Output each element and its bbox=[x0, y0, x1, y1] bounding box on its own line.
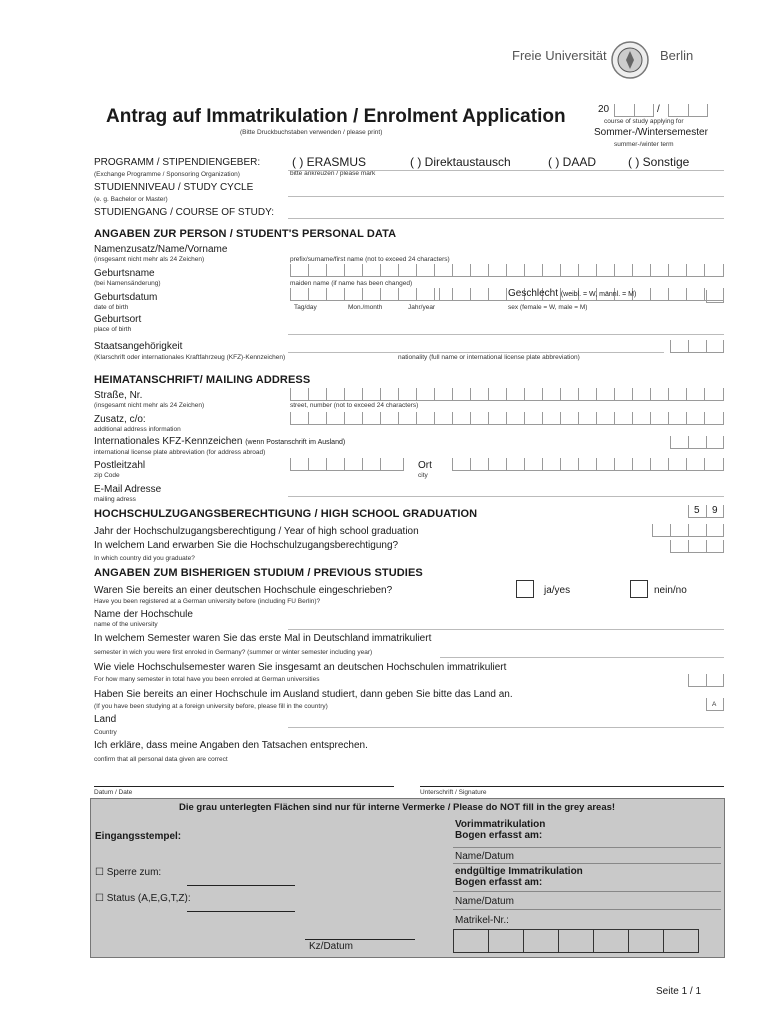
nat-code-input[interactable] bbox=[670, 340, 724, 353]
email-sub: mailing adress bbox=[94, 496, 136, 503]
uni-field[interactable] bbox=[288, 629, 724, 630]
q3-label: Wie viele Hochschulsemester waren Sie insgesamt an deutschen Hochschulen immatrikuliert bbox=[94, 662, 507, 673]
extra-sub: additional address information bbox=[94, 426, 181, 433]
option-erasmus[interactable]: ( ) ERASMUS bbox=[292, 155, 367, 169]
q2-label: In welchem Semester waren Sie das erste Mal in Deutschland immatrikuliert bbox=[94, 633, 432, 644]
sex-label bbox=[508, 288, 636, 301]
option-sonstige[interactable]: ( ) Sonstige bbox=[628, 155, 690, 169]
fu-logo bbox=[512, 40, 712, 80]
internal-area bbox=[90, 798, 725, 958]
graduation-heading: HOCHSCHULZUGANGSBERECHTIGUNG / HIGH SCHOOL GRADUATION bbox=[94, 508, 478, 520]
year-prefix: 20 bbox=[598, 104, 610, 115]
block-label: ☐ Sperre zum: bbox=[95, 867, 162, 878]
dob-month: Mon./month bbox=[348, 304, 383, 311]
stamp-label: Eingangsstempel: bbox=[95, 831, 182, 842]
nat-field[interactable] bbox=[288, 352, 664, 353]
zip-input[interactable] bbox=[290, 458, 404, 471]
grad-year-label: Jahr der Hochschulzugangsberechtigung / Year of high school graduation bbox=[94, 526, 419, 537]
dob-input[interactable] bbox=[290, 288, 440, 301]
course-note: course of study applying for bbox=[604, 118, 684, 125]
date-line[interactable] bbox=[94, 786, 394, 787]
land-label: Land bbox=[94, 714, 117, 725]
dob-label: Geburtsdatum bbox=[94, 292, 158, 303]
land-sub: Country bbox=[94, 729, 117, 736]
name-label: Namenzusatz/Name/Vorname bbox=[94, 244, 228, 255]
address-heading: HEIMATANSCHRIFT/ MAILING ADDRESS bbox=[94, 374, 311, 386]
pre-label-1: Vorimmatrikulation bbox=[455, 819, 546, 830]
extra-input[interactable] bbox=[290, 412, 724, 425]
plate-sub: international license plate abbreviation (for address abroad) bbox=[94, 449, 266, 456]
uni-sub: name of the university bbox=[94, 621, 158, 628]
matr-cell-1[interactable] bbox=[453, 929, 489, 953]
internal-banner: Die grau unterlegten Flächen sind nur für interne Vermerke / Please do NOT fill in the grey areas! bbox=[179, 802, 616, 813]
grad-country-label: In welchem Land erwarben Sie die Hochschulzugangsberechtigung? bbox=[94, 540, 399, 551]
q3-input[interactable] bbox=[688, 674, 724, 687]
q1-sub: Have you been registered at a German university before (including FU Berlin)? bbox=[94, 598, 321, 605]
option-direktaustausch[interactable]: ( ) Direktaustausch bbox=[410, 155, 511, 169]
plate-input[interactable] bbox=[670, 436, 724, 449]
matr-cell-4[interactable] bbox=[558, 929, 594, 953]
name-date-1: Name/Datum bbox=[455, 851, 514, 862]
level-sub: (e. g. Bachelor or Master) bbox=[94, 196, 168, 203]
semester-label: Sommer-/Wintersemester bbox=[594, 127, 708, 138]
name-sub: (insgesamt nicht mehr als 24 Zeichen) bbox=[94, 256, 205, 263]
uni-label: Name der Hochschule bbox=[94, 609, 193, 620]
matr-cell-7[interactable] bbox=[663, 929, 699, 953]
q4-code bbox=[706, 698, 724, 711]
level-field[interactable] bbox=[288, 196, 724, 197]
matr-cell-2[interactable] bbox=[488, 929, 524, 953]
dob-year: Jahr/year bbox=[408, 304, 436, 311]
declaration-sub: confirm that all personal data given are correct bbox=[94, 756, 228, 763]
level-label: STUDIENNIVEAU / STUDY CYCLE bbox=[94, 182, 254, 193]
birthname-hint: maiden name (if name has been changed) bbox=[290, 280, 413, 287]
semester-en: summer-/winter term bbox=[614, 141, 674, 148]
course-field[interactable] bbox=[288, 218, 724, 219]
graduation-code bbox=[688, 505, 724, 518]
street-sub: (insgesamt nicht mehr als 24 Zeichen) bbox=[94, 402, 205, 409]
previous-heading: ANGABEN ZUM BISHERIGEN STUDIUM / PREVIOUS STUDIES bbox=[94, 567, 423, 579]
signature-label: Unterschrift / Signature bbox=[420, 789, 487, 796]
street-hint: street, number (not to exceed 24 characters) bbox=[290, 402, 419, 409]
dob-sub: date of birth bbox=[94, 304, 129, 311]
year-input-1[interactable] bbox=[614, 104, 654, 117]
logo-text-left: Freie Universität bbox=[512, 48, 607, 63]
program-label: PROGRAMM / STIPENDIENGEBER: bbox=[94, 157, 261, 168]
option-daad[interactable]: ( ) DAAD bbox=[548, 155, 596, 169]
no-checkbox[interactable] bbox=[630, 580, 648, 598]
sex-en: sex (female = W, male = M) bbox=[508, 304, 588, 311]
street-label: Straße, Nr. bbox=[94, 390, 143, 401]
dob-day: Tag/day bbox=[294, 304, 317, 311]
extra-label: Zusatz, c/o: bbox=[94, 414, 146, 425]
signature-line[interactable] bbox=[420, 786, 724, 787]
q4-sub: (If you have been studying at a foreign university before, please fill in the country) bbox=[94, 703, 328, 710]
nat-hint: nationality (full name or international license plate abbreviation) bbox=[398, 354, 580, 361]
page-number: Seite 1 / 1 bbox=[656, 986, 702, 997]
email-label: E-Mail Adresse bbox=[94, 484, 162, 495]
nat-sub: (Klarschrift oder internationales Kraftfahrzeug (KFZ)-Kennzeichen) bbox=[94, 354, 286, 361]
city-label: Ort bbox=[418, 460, 432, 471]
program-sub: (Exchange Programme / Sponsoring Organization) bbox=[94, 171, 240, 178]
pre-line[interactable] bbox=[453, 847, 721, 848]
kz-label: Kz/Datum bbox=[309, 941, 353, 952]
city-input[interactable] bbox=[452, 458, 724, 471]
name-date-1-line[interactable] bbox=[453, 863, 721, 864]
pob-field[interactable] bbox=[288, 334, 724, 335]
status-label: ☐ Status (A,E,G,T,Z): bbox=[95, 893, 191, 904]
pob-label: Geburtsort bbox=[94, 314, 142, 325]
seal-icon bbox=[610, 40, 650, 80]
grad-country-sub: In which country did you graduate? bbox=[94, 555, 195, 562]
birthname-label: Geburtsname bbox=[94, 268, 155, 279]
code-digit-1: 5 bbox=[694, 505, 700, 516]
land-field[interactable] bbox=[288, 727, 724, 728]
personal-heading: ANGABEN ZUR PERSON / STUDENT'S PERSONAL DATA bbox=[94, 228, 397, 240]
name-date-2: Name/Datum bbox=[455, 896, 514, 907]
name-input[interactable] bbox=[290, 264, 724, 277]
block-line[interactable] bbox=[187, 885, 295, 886]
print-hint: (Bitte Druckbuchstaben verwenden / please print) bbox=[240, 129, 383, 136]
program-field[interactable] bbox=[288, 170, 724, 171]
grad-country-input[interactable] bbox=[670, 540, 724, 553]
city-sub: city bbox=[418, 472, 428, 479]
yes-label: ja/yes bbox=[544, 585, 571, 596]
q4-code-letter: A bbox=[712, 701, 717, 708]
status-line[interactable] bbox=[187, 911, 295, 912]
matr-cell-6[interactable] bbox=[628, 929, 664, 953]
q2-sub: semester in wich you were first enroled in Germany? (summer or winter semester including year) bbox=[94, 649, 373, 656]
plate-label-text: Internationales KFZ-Kennzeichen bbox=[94, 436, 243, 447]
q2-field[interactable] bbox=[440, 657, 724, 658]
birthname-sub: (bei Namensänderung) bbox=[94, 280, 161, 287]
name-date-2-line[interactable] bbox=[453, 909, 721, 910]
mark-hint: bitte ankreuzen / please mark bbox=[290, 170, 376, 177]
q4-label: Haben Sie bereits an einer Hochschule im Ausland studiert, dann geben Sie bitte das Land an. bbox=[94, 689, 513, 700]
pob-sub: place of birth bbox=[94, 326, 132, 333]
street-input[interactable] bbox=[290, 388, 724, 401]
zip-label: Postleitzahl bbox=[94, 460, 146, 471]
declaration: Ich erkläre, dass meine Angaben den Tatsachen entsprechen. bbox=[94, 740, 368, 751]
plate-label bbox=[94, 436, 345, 449]
sex-note: (weibl. = W, männl. = M) bbox=[560, 291, 637, 298]
page-title: Antrag auf Immatrikulation / Enrolment Application bbox=[106, 106, 566, 127]
course-label: STUDIENGANG / COURSE OF STUDY: bbox=[94, 207, 275, 218]
name-hint: prefix/surname/first name (not to exceed 24 characters) bbox=[290, 256, 450, 263]
q1-label: Waren Sie bereits an einer deutschen Hochschule eingeschrieben? bbox=[94, 585, 393, 596]
kz-line[interactable] bbox=[305, 939, 415, 940]
pre-label-2: Bogen erfasst am: bbox=[455, 830, 543, 841]
code-digit-2: 9 bbox=[712, 505, 718, 516]
nat-label: Staatsangehörigkeit bbox=[94, 341, 183, 352]
no-label: nein/no bbox=[654, 585, 687, 596]
matr-cell-5[interactable] bbox=[593, 929, 629, 953]
sex-input[interactable] bbox=[706, 290, 724, 303]
year-slash: / bbox=[657, 104, 660, 115]
grad-year-input[interactable] bbox=[652, 524, 724, 537]
final-label-2: Bogen erfasst am: bbox=[455, 877, 543, 888]
matr-cell-3[interactable] bbox=[523, 929, 559, 953]
year-input-2[interactable] bbox=[668, 104, 708, 117]
date-label: Datum / Date bbox=[94, 789, 133, 796]
zip-sub: zip Code bbox=[94, 472, 120, 479]
final-label-1: endgültige Immatrikulation bbox=[455, 866, 583, 877]
sex-label-text: Geschlecht bbox=[508, 288, 559, 299]
q3-sub: For how many semester in total have you been enroled at German universities bbox=[94, 676, 320, 683]
yes-checkbox[interactable] bbox=[516, 580, 534, 598]
plate-note: (wenn Postanschrift im Ausland) bbox=[245, 439, 346, 446]
logo-text-right: Berlin bbox=[660, 48, 694, 63]
matr-label: Matrikel-Nr.: bbox=[455, 915, 509, 926]
final-line[interactable] bbox=[453, 891, 721, 892]
email-field[interactable] bbox=[288, 496, 724, 497]
